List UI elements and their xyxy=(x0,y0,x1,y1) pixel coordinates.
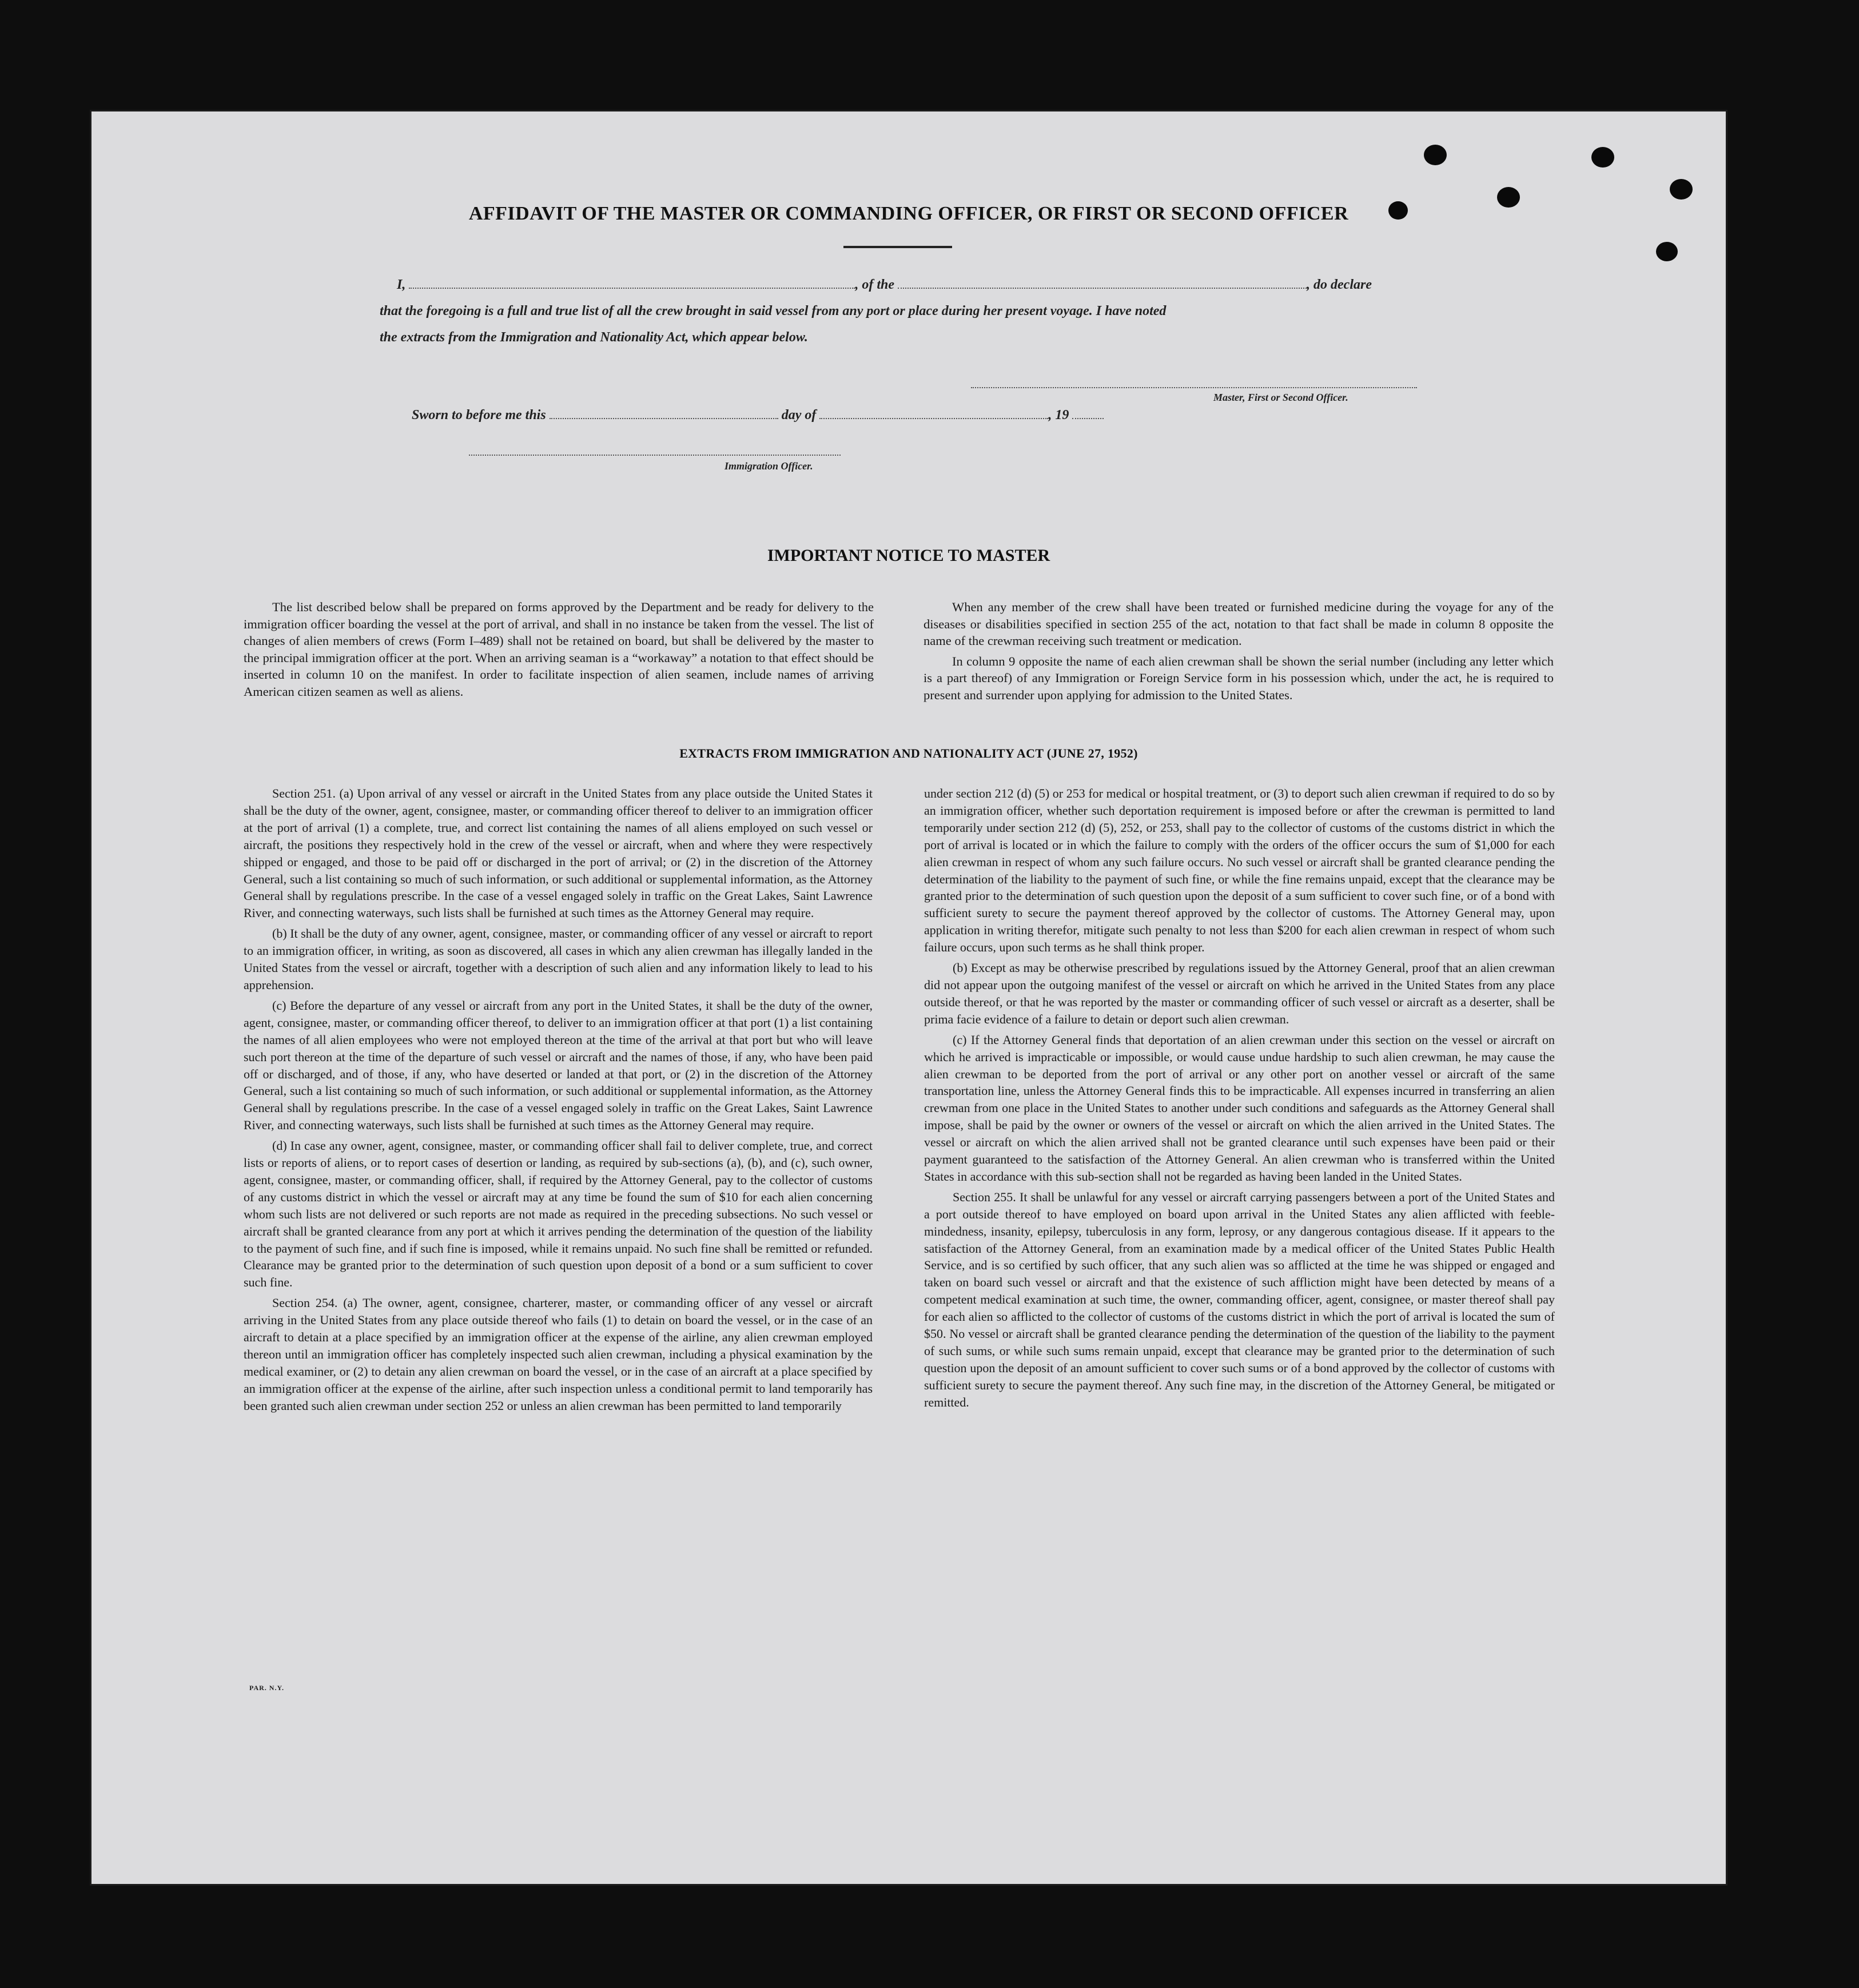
notice-left-column xyxy=(244,599,874,703)
section-254-c: (c) If the Attorney General finds that deportation of an alien crewman under this section on the vessel or aircraft on which he arrived is impracticable or impossible, or would cause undue hardship to such alien crewman, he may cause the alien crewman to be deported from the port of arrival or any other port on another vessel or aircraft of the same transportation line, unless the Attorney General finds this to be impracticable. All expenses incurred in transferring an alien crewman from one place in the United States to another under such conditions and safeguards as the Attorney General shall impose, shall be paid by the owner or owners of the vessel or aircraft on which the alien arrived in the United States. The vessel or aircraft on which the alien arrived shall not be granted clearance until such expenses have been paid or their payment guaranteed to the satisfaction of the Attorney General. An alien crewman who is transferred within the United States in accordance with this sub-section shall not be regarded as having been landed in the United States. xyxy=(924,1032,1555,1184)
declarant-line xyxy=(397,277,1372,293)
title-divider xyxy=(843,246,952,248)
document-page xyxy=(91,111,1726,1884)
punch-hole xyxy=(1656,242,1678,261)
sworn-line xyxy=(412,408,1104,423)
declarant-label: I, xyxy=(397,277,406,292)
extracts-left-column xyxy=(244,785,873,1418)
master-signature-line[interactable] xyxy=(971,387,1417,388)
declaration-text-line-3: the extracts from the Immigration and Nationality Act, which appear below. xyxy=(380,330,808,345)
section-255: Section 255. It shall be unlawful for any vessel or aircraft carrying passengers between a port of the United States and a port outside thereof to have employed on board upon arrival in the United States any alien afflicted with feeble-mindedness, insanity, epilepsy, tuberculosis in any form, leprosy, or any dangerous contagious disease. If it appears to the satisfaction of the Attorney General, from an examination made by a medical officer of the United States Public Health Service, and is so certified by such officer, that any such alien was so afflicted at the time he was shipped or engaged and taken on board such vessel or aircraft and that the existence of such affliction might have been detected by means of a competent medical examination at such time, the owner, commanding officer, agent, consignee, or master thereof shall pay for each alien so afflicted to the collector of customs of the customs district in which the port of arrival is located the sum of $50. No vessel or aircraft shall be granted clearance pending the determination of the question of the liability to the payment of such sums, or while such sums remain unpaid, except that clearance may be granted prior to the determination of such question upon the deposit of an amount sufficient to cover such sums or of a bond approved by the collector of customs with sufficient surety to secure the payment thereof. Any such fine may, in the discretion of the Attorney General, be mitigated or remitted. xyxy=(924,1189,1555,1409)
declaration-text-line-2: that the foregoing is a full and true list of all the crew brought in said vessel from any port or place during her present voyage. I have noted xyxy=(380,304,1167,318)
notice-right-paragraph-2: In column 9 opposite the name of each alien crewman shall be shown the serial number (including any letter which is a part thereof) of any Immigration or Foreign Service form in his possession which, under the act, he is required to present and surrender upon applying for admission to the United States. xyxy=(923,654,1554,702)
punch-hole xyxy=(1424,145,1447,165)
notice-right-column xyxy=(923,599,1554,707)
sworn-year-field[interactable] xyxy=(1072,408,1104,419)
extracts-right-column xyxy=(924,785,1555,1415)
officer-signature-line[interactable] xyxy=(469,455,841,456)
sworn-day-field[interactable] xyxy=(550,408,778,419)
section-251-a: Section 251. (a) Upon arrival of any vessel or aircraft in the United States from any place outside the United States it shall be the duty of the owner, agent, consignee, master, or commanding officer thereof to deliver to an immigration officer at the port of arrival (1) a complete, true, and correct list containing the names of all aliens employed on such vessel or aircraft, the positions they respectively hold in the crew of the vessel or aircraft, when and where they were respectively shipped or engaged, and those to be paid off or discharged in the port of arrival; or (2) in the discretion of the Attorney General, such a list containing so much of such information, or such additional or supplemental information, as the Attorney General shall by regulations prescribe. In the case of a vessel engaged solely in traffic on the Great Lakes, Saint Lawrence River, and connecting waterways, such lists shall be furnished at such times as the Attorney General may require. xyxy=(244,786,873,921)
section-251-b: (b) It shall be the duty of any owner, agent, consignee, master, or commanding officer of any vessel or aircraft to report to an immigration officer, in writing, as soon as discovered, all cases in which any alien crewman has illegally landed in the United States from the vessel or aircraft, together with a description of such alien and any information likely to lead to his apprehension. xyxy=(244,926,873,992)
sworn-month-field[interactable] xyxy=(819,408,1048,419)
year-label: , 19 xyxy=(1048,408,1069,423)
punch-hole xyxy=(1670,179,1693,200)
section-254-b: (b) Except as may be otherwise prescribed by regulations issued by the Attorney General, proof that an alien crewman did not appear upon the outgoing manifest of the vessel or aircraft on which he arrived in the United States from any place outside thereof, or that he was reported by the master or commanding officer of such vessel or aircraft as a deserter, shall be prima facie evidence of a failure to detain or deport such alien crewman. xyxy=(924,961,1555,1026)
declare-label: , do declare xyxy=(1307,277,1372,292)
of-the-label: , of the xyxy=(855,277,895,292)
sworn-label: Sworn to before me this xyxy=(412,408,546,423)
notice-title: IMPORTANT NOTICE TO MASTER xyxy=(767,546,1050,565)
notice-right-paragraph-1: When any member of the crew shall have been treated or furnished medicine during the voyage for any of the diseases or disabilities specified in section 255 of the act, notation to that fact shall be made in column 8 opposite the name of the crewman receiving such treatment or medication. xyxy=(923,600,1554,648)
declarant-name-field[interactable] xyxy=(409,277,855,289)
affidavit-title: AFFIDAVIT OF THE MASTER OR COMMANDING OFFICER, OR FIRST OR SECOND OFFICER xyxy=(468,203,1349,224)
section-254-a-continued: under section 212 (d) (5) or 253 for medical or hospital treatment, or (3) to deport such alien crewman if required to do so by an immigration officer, whether such deportation requirement is imposed before or after the crewman is permitted to land temporarily under section 212 (d) (5), 252, or 253, shall pay to the collector of customs of the customs district in which the port of arrival is located or in which the failure to comply with the orders of the officer occurs the sum of $1,000 for each alien crewman in respect of whom any such failure occurs. No such vessel or aircraft shall be granted clearance pending the determination of the liability to the payment of such fine, or while the fine remains unpaid, except that the clearance may be granted prior to the determination of such question upon the deposit of a sum sufficient to cover such fine, or of a bond with sufficient surety to secure the payment thereof approved by the collector of customs. The Attorney General may, upon application in writing therefor, mitigate such penalty to not less than $200 for each alien crewman in respect of whom such failure occurs, upon such terms as he shall think proper. xyxy=(924,786,1555,955)
section-251-d: (d) In case any owner, agent, consignee, master, or commanding officer shall fail to deliver complete, true, and correct lists or reports of aliens, or to report cases of desertion or landing, as required by sub-sections (a), (b), and (c), such owner, agent, consignee, master, or commanding officer, shall, if required by the Attorney General, pay to the collector of customs of any customs district in which the vessel or aircraft may at any time be found the sum of $10 for each alien concerning whom such lists are not delivered or such reports are not made as required in the preceding subsections. No such vessel or aircraft shall be granted clearance from any port at which it arrives pending the determination of the question of the liability to the payment of such fine, and if such fine is imposed, while it remains unpaid. No such fine shall be remitted or refunded. Clearance may be granted prior to the determination of such question upon deposit of a bond or a sum sufficient to cover such fine. xyxy=(244,1138,873,1290)
extracts-title: EXTRACTS FROM IMMIGRATION AND NATIONALITY ACT (JUNE 27, 1952) xyxy=(679,746,1138,760)
officer-signature-caption: Immigration Officer. xyxy=(725,460,813,472)
day-of-label: day of xyxy=(781,408,817,423)
master-signature-caption: Master, First or Second Officer. xyxy=(1213,392,1348,403)
vessel-name-field[interactable] xyxy=(898,277,1307,289)
printer-mark: PAR. N.Y. xyxy=(249,1684,285,1692)
section-251-c: (c) Before the departure of any vessel or aircraft from any port in the United States, it shall be the duty of the owner, agent, consignee, master, or commanding officer thereof, to deliver to an immigration officer at that port (1) a list containing the names of all alien employees who were not employed thereon at the time of the arrival at that port but who will leave such port thereon at the time of the departure of such vessel or aircraft and the names of those, if any, who have been paid off or discharged, and of those, if any, who have deserted or landed at that port, or (2) in the discretion of the Attorney General, such a list containing so much of such information, or such additional or supplemental information, as the Attorney General shall by regulations prescribe. In the case of a vessel engaged solely in traffic on the Great Lakes, Saint Lawrence River, and connecting waterways, such lists shall be furnished at such times as the Attorney General may require. xyxy=(244,998,873,1133)
section-254-a: Section 254. (a) The owner, agent, consignee, charterer, master, or commanding officer of any vessel or aircraft arriving in the United States from any place outside thereof who fails (1) to detain on board the vessel, or in the case of an aircraft to detain at a place specified by an immigration officer at the expense of the airline, any alien crewman employed thereon until an immigration officer has completely inspected such alien crewman, including a physical examination by the medical examiner, or (2) to detain any alien crewman on board the vessel, or in the case of an aircraft at a place specified by an immigration officer at the expense of the airline, after such inspection unless a conditional permit to land temporarily has been granted such alien crewman under section 252 or unless an alien crewman has been permitted to land temporarily xyxy=(244,1296,873,1413)
notice-left-paragraph: The list described below shall be prepared on forms approved by the Department and be ready for delivery to the immigration officer boarding the vessel at the port of arrival, and shall in no instance be taken from the vessel. The list of changes of alien members of crews (Form I–489) shall not be retained on board, but shall be delivered by the master to the principal immigration officer at the port. When an arriving seaman is a “workaway” a notation to that effect should be inserted in column 10 on the manifest. In order to facilitate inspection of alien seamen, include names of arriving American citizen seamen as well as aliens. xyxy=(244,600,874,699)
punch-hole xyxy=(1591,147,1614,168)
